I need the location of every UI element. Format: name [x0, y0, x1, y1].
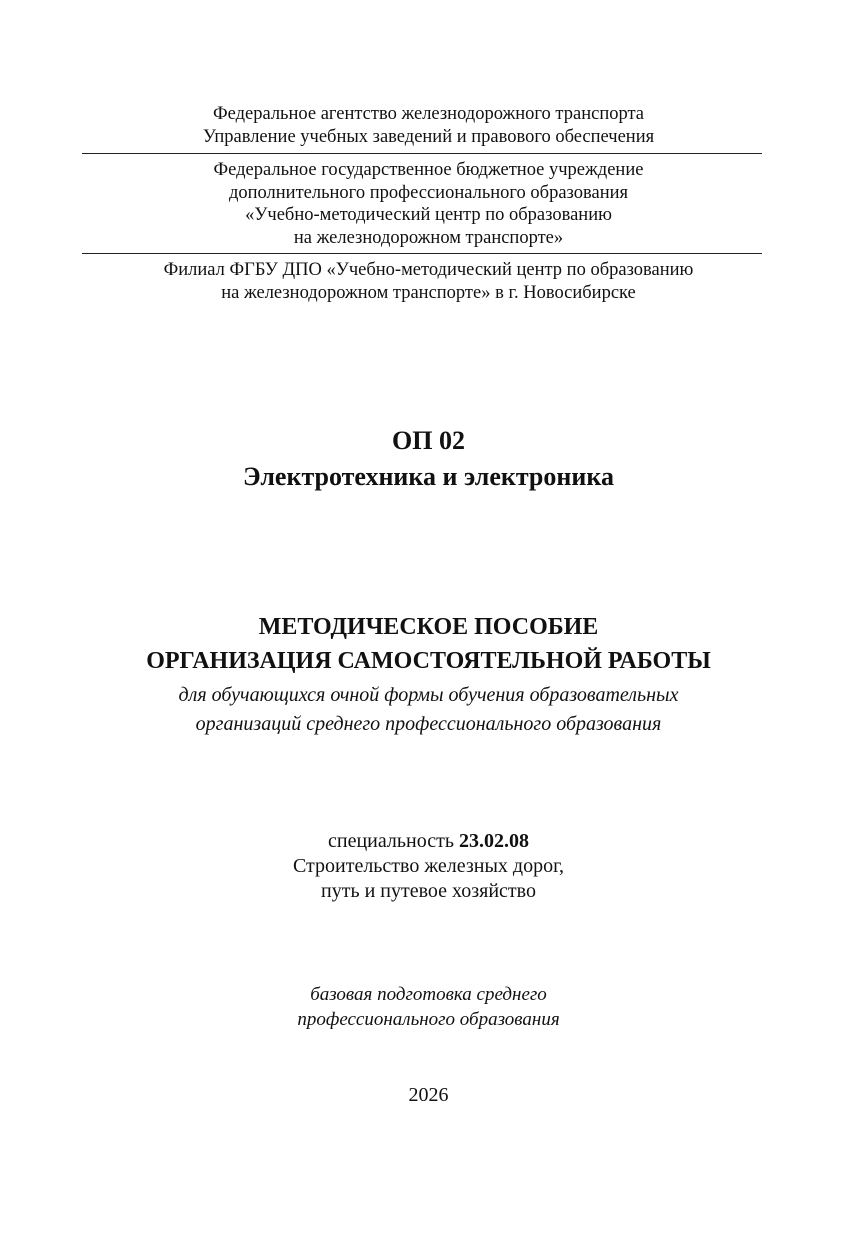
- institution-header: [0, 159, 857, 249]
- divider-line: [82, 253, 762, 254]
- level-line: профессионального образования: [297, 1009, 560, 1030]
- divider-line: [82, 153, 762, 154]
- institution-line: дополнительного профессионального образования: [228, 182, 629, 203]
- agency-department: Управление учебных заведений и правового обеспечения: [202, 126, 655, 147]
- course-name: Электротехника и электроника: [243, 462, 614, 491]
- course-code: ОП 02: [392, 426, 465, 455]
- level-line: базовая подготовка среднего: [310, 984, 547, 1005]
- document-title: [0, 610, 857, 678]
- specialty-block: [0, 829, 857, 904]
- publication-year-block: [0, 1082, 857, 1108]
- publication-year: 2026: [408, 1084, 449, 1106]
- education-level: [0, 982, 857, 1032]
- branch-line: на железнодорожном транспорте» в г. Новосибирске: [221, 282, 636, 303]
- audience-line: организаций среднего профессионального образования: [195, 713, 662, 735]
- audience-note: [0, 681, 857, 739]
- specialty-name-line: Строительство железных дорог,: [292, 855, 565, 877]
- document-subtitle: ОРГАНИЗАЦИЯ САМОСТОЯТЕЛЬНОЙ РАБОТЫ: [146, 648, 711, 674]
- institution-line: на железнодорожном транспорте»: [293, 227, 564, 248]
- institution-line: Федеральное государственное бюджетное учреждение: [213, 160, 644, 180]
- specialty-label: специальность: [328, 830, 454, 852]
- specialty-code-line: [0, 829, 857, 854]
- institution-line: «Учебно-методический центр по образованию: [245, 205, 612, 225]
- branch-line: Филиал ФГБУ ДПО «Учебно-методический центр по образованию: [163, 260, 694, 280]
- branch-header: [0, 259, 857, 304]
- course-heading: [0, 423, 857, 495]
- audience-line: для обучающихся очной формы обучения образовательных: [178, 684, 679, 706]
- document-type: МЕТОДИЧЕСКОЕ ПОСОБИЕ: [258, 614, 599, 640]
- agency-name: Федеральное агентство железнодорожного транспорта: [212, 104, 644, 124]
- specialty-code: 23.02.08: [458, 830, 529, 852]
- agency-header: [0, 103, 857, 148]
- specialty-name-line: путь и путевое хозяйство: [321, 880, 536, 902]
